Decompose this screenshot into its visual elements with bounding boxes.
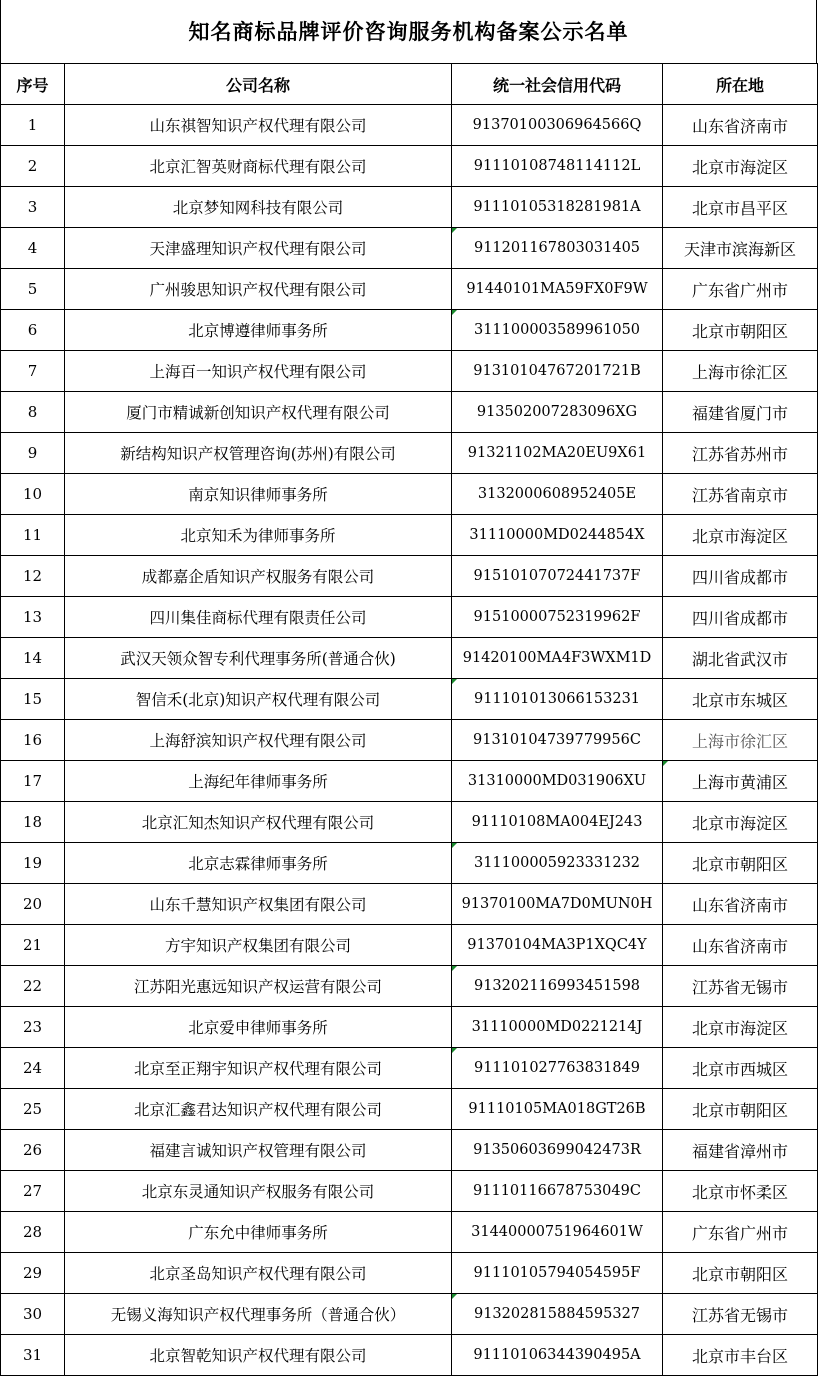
- cell-code[interactable]: 911101027763831849: [452, 1048, 663, 1089]
- cell-company[interactable]: 四川集佳商标代理有限责任公司: [65, 597, 452, 638]
- table-row: [1, 269, 818, 310]
- cell-location[interactable]: 四川省成都市: [663, 597, 818, 638]
- cell-code[interactable]: 91510107072441737F: [452, 556, 663, 597]
- header-location[interactable]: 所在地: [663, 64, 818, 105]
- cell-company[interactable]: 上海纪年律师事务所: [65, 761, 452, 802]
- table-row: [1, 474, 818, 515]
- cell-code[interactable]: 31110000MD0244854X: [452, 515, 663, 556]
- cell-index[interactable]: 7: [1, 351, 65, 392]
- table-row: [1, 1253, 818, 1294]
- cell-index[interactable]: 30: [1, 1294, 65, 1335]
- cell-location[interactable]: 北京市海淀区: [663, 802, 818, 843]
- cell-code[interactable]: 911201167803031405: [452, 228, 663, 269]
- cell-location[interactable]: 山东省济南市: [663, 925, 818, 966]
- table-row: [1, 310, 818, 351]
- cell-company[interactable]: 北京梦知网科技有限公司: [65, 187, 452, 228]
- cell-code[interactable]: 91110116678753049C: [452, 1171, 663, 1212]
- cell-company[interactable]: 南京知识律师事务所: [65, 474, 452, 515]
- cell-location[interactable]: 北京市东城区: [663, 679, 818, 720]
- header-row: [1, 64, 818, 105]
- cell-code[interactable]: 91110105794054595F: [452, 1253, 663, 1294]
- cell-index[interactable]: 27: [1, 1171, 65, 1212]
- comment-indicator-icon: [452, 966, 457, 971]
- table-row: [1, 1294, 818, 1335]
- table-body: [1, 105, 818, 1376]
- cell-company[interactable]: 北京东灵通知识产权服务有限公司: [65, 1171, 452, 1212]
- cell-code[interactable]: 91310104767201721B: [452, 351, 663, 392]
- table-row: [1, 556, 818, 597]
- table-row: [1, 925, 818, 966]
- comment-indicator-icon: [452, 679, 457, 684]
- cell-company[interactable]: 北京知禾为律师事务所: [65, 515, 452, 556]
- table-row: [1, 515, 818, 556]
- cell-location[interactable]: 北京市海淀区: [663, 515, 818, 556]
- table-row: [1, 392, 818, 433]
- table-row: [1, 761, 818, 802]
- cell-index[interactable]: 13: [1, 597, 65, 638]
- cell-company[interactable]: 北京汇知杰知识产权代理有限公司: [65, 802, 452, 843]
- cell-code[interactable]: 91310104739779956C: [452, 720, 663, 761]
- cell-code[interactable]: 91510000752319962F: [452, 597, 663, 638]
- cell-company[interactable]: 广东允中律师事务所: [65, 1212, 452, 1253]
- cell-location[interactable]: 福建省漳州市: [663, 1130, 818, 1171]
- comment-indicator-icon: [452, 228, 457, 233]
- cell-location[interactable]: 上海市徐汇区: [663, 720, 818, 761]
- filing-table: [0, 63, 818, 1376]
- cell-company[interactable]: 广州骏思知识产权代理有限公司: [65, 269, 452, 310]
- cell-index[interactable]: 18: [1, 802, 65, 843]
- cell-location[interactable]: 天津市滨海新区: [663, 228, 818, 269]
- cell-index[interactable]: 8: [1, 392, 65, 433]
- comment-indicator-icon: [452, 1294, 457, 1299]
- cell-location[interactable]: 江苏省苏州市: [663, 433, 818, 474]
- cell-company[interactable]: 北京智乾知识产权代理有限公司: [65, 1335, 452, 1376]
- cell-company[interactable]: 成都嘉企盾知识产权服务有限公司: [65, 556, 452, 597]
- cell-location[interactable]: 北京市西城区: [663, 1048, 818, 1089]
- cell-company[interactable]: 无锡义海知识产权代理事务所（普通合伙）: [65, 1294, 452, 1335]
- cell-index[interactable]: 5: [1, 269, 65, 310]
- cell-location[interactable]: 北京市昌平区: [663, 187, 818, 228]
- cell-company[interactable]: 方宇知识产权集团有限公司: [65, 925, 452, 966]
- table-row: [1, 1335, 818, 1376]
- cell-location[interactable]: 四川省成都市: [663, 556, 818, 597]
- cell-location[interactable]: 北京市朝阳区: [663, 310, 818, 351]
- cell-company[interactable]: 上海舒滨知识产权代理有限公司: [65, 720, 452, 761]
- cell-index[interactable]: 15: [1, 679, 65, 720]
- cell-code[interactable]: 913202116993451598: [452, 966, 663, 1007]
- cell-index[interactable]: 24: [1, 1048, 65, 1089]
- cell-index[interactable]: 12: [1, 556, 65, 597]
- cell-code[interactable]: 91110108748114112L: [452, 146, 663, 187]
- cell-company[interactable]: 厦门市精诚新创知识产权代理有限公司: [65, 392, 452, 433]
- cell-location[interactable]: 山东省济南市: [663, 884, 818, 925]
- comment-indicator-icon: [663, 761, 668, 766]
- cell-location[interactable]: 山东省济南市: [663, 105, 818, 146]
- cell-location[interactable]: 上海市徐汇区: [663, 351, 818, 392]
- cell-location[interactable]: 北京市朝阳区: [663, 1253, 818, 1294]
- cell-location[interactable]: 北京市海淀区: [663, 146, 818, 187]
- cell-index[interactable]: 17: [1, 761, 65, 802]
- cell-index[interactable]: 22: [1, 966, 65, 1007]
- table-row: [1, 105, 818, 146]
- cell-code[interactable]: 31110000MD0221214J: [452, 1007, 663, 1048]
- table-row: [1, 146, 818, 187]
- table-row: [1, 679, 818, 720]
- cell-company[interactable]: 北京至正翔宇知识产权代理有限公司: [65, 1048, 452, 1089]
- cell-code[interactable]: 91350603699042473R: [452, 1130, 663, 1171]
- cell-index[interactable]: 6: [1, 310, 65, 351]
- table-row: [1, 1048, 818, 1089]
- cell-location[interactable]: 上海市黄浦区: [663, 761, 818, 802]
- cell-location[interactable]: 广东省广州市: [663, 269, 818, 310]
- cell-code[interactable]: 91370104MA3P1XQC4Y: [452, 925, 663, 966]
- cell-index[interactable]: 3: [1, 187, 65, 228]
- cell-code[interactable]: 311100003589961050: [452, 310, 663, 351]
- table-row: [1, 433, 818, 474]
- table-row: [1, 228, 818, 269]
- cell-company[interactable]: 武汉天领众智专利代理事务所(普通合伙): [65, 638, 452, 679]
- cell-index[interactable]: 28: [1, 1212, 65, 1253]
- table-row: [1, 638, 818, 679]
- cell-index[interactable]: 9: [1, 433, 65, 474]
- cell-index[interactable]: 25: [1, 1089, 65, 1130]
- cell-company[interactable]: 北京志霖律师事务所: [65, 843, 452, 884]
- cell-location[interactable]: 江苏省无锡市: [663, 1294, 818, 1335]
- cell-location[interactable]: 江苏省南京市: [663, 474, 818, 515]
- cell-code[interactable]: 91110108MA004EJ243: [452, 802, 663, 843]
- cell-code[interactable]: 91321102MA20EU9X61: [452, 433, 663, 474]
- cell-location[interactable]: 广东省广州市: [663, 1212, 818, 1253]
- cell-code[interactable]: 91370100306964566Q: [452, 105, 663, 146]
- cell-code[interactable]: 311100005923331232: [452, 843, 663, 884]
- cell-index[interactable]: 11: [1, 515, 65, 556]
- cell-company[interactable]: 北京汇鑫君达知识产权代理有限公司: [65, 1089, 452, 1130]
- header-code[interactable]: 统一社会信用代码: [452, 64, 663, 105]
- cell-code[interactable]: 31440000751964601W: [452, 1212, 663, 1253]
- cell-location[interactable]: 北京市丰台区: [663, 1335, 818, 1376]
- cell-location[interactable]: 江苏省无锡市: [663, 966, 818, 1007]
- cell-code[interactable]: 911101013066153231: [452, 679, 663, 720]
- cell-location[interactable]: 湖北省武汉市: [663, 638, 818, 679]
- table-row: [1, 884, 818, 925]
- cell-company[interactable]: 北京爱申律师事务所: [65, 1007, 452, 1048]
- cell-index[interactable]: 31: [1, 1335, 65, 1376]
- cell-company[interactable]: 北京博遵律师事务所: [65, 310, 452, 351]
- cell-company[interactable]: 智信禾(北京)知识产权代理有限公司: [65, 679, 452, 720]
- header-company[interactable]: 公司名称: [65, 64, 452, 105]
- cell-index[interactable]: 2: [1, 146, 65, 187]
- cell-company[interactable]: 江苏阳光惠远知识产权运营有限公司: [65, 966, 452, 1007]
- comment-indicator-icon: [452, 310, 457, 315]
- cell-company[interactable]: 山东千慧知识产权集团有限公司: [65, 884, 452, 925]
- cell-location[interactable]: 北京市怀柔区: [663, 1171, 818, 1212]
- cell-index[interactable]: 21: [1, 925, 65, 966]
- table-row: [1, 351, 818, 392]
- header-index[interactable]: 序号: [1, 64, 65, 105]
- comment-indicator-icon: [452, 1048, 457, 1053]
- cell-index[interactable]: 14: [1, 638, 65, 679]
- cell-location[interactable]: 福建省厦门市: [663, 392, 818, 433]
- cell-index[interactable]: 23: [1, 1007, 65, 1048]
- table-row: [1, 597, 818, 638]
- cell-index[interactable]: 29: [1, 1253, 65, 1294]
- cell-company[interactable]: 山东祺智知识产权代理有限公司: [65, 105, 452, 146]
- cell-code[interactable]: 31310000MD031906XU: [452, 761, 663, 802]
- cell-company[interactable]: 新结构知识产权管理咨询(苏州)有限公司: [65, 433, 452, 474]
- cell-company[interactable]: 上海百一知识产权代理有限公司: [65, 351, 452, 392]
- cell-index[interactable]: 26: [1, 1130, 65, 1171]
- cell-code[interactable]: 91110106344390495A: [452, 1335, 663, 1376]
- comment-indicator-icon: [452, 843, 457, 848]
- cell-index[interactable]: 16: [1, 720, 65, 761]
- cell-code[interactable]: 91440101MA59FX0F9W: [452, 269, 663, 310]
- table-row: [1, 1089, 818, 1130]
- cell-code[interactable]: 91110105MA018GT26B: [452, 1089, 663, 1130]
- cell-location[interactable]: 北京市朝阳区: [663, 1089, 818, 1130]
- cell-company[interactable]: 天津盛理知识产权代理有限公司: [65, 228, 452, 269]
- table-row: [1, 1212, 818, 1253]
- table-row: [1, 966, 818, 1007]
- table-row: [1, 1130, 818, 1171]
- cell-location[interactable]: 北京市朝阳区: [663, 843, 818, 884]
- cell-code[interactable]: 91370100MA7D0MUN0H: [452, 884, 663, 925]
- cell-company[interactable]: 北京圣岛知识产权代理有限公司: [65, 1253, 452, 1294]
- cell-code[interactable]: 3132000608952405E: [452, 474, 663, 515]
- cell-code[interactable]: 91420100MA4F3WXM1D: [452, 638, 663, 679]
- cell-location[interactable]: 北京市海淀区: [663, 1007, 818, 1048]
- table-row: [1, 187, 818, 228]
- table-row: [1, 720, 818, 761]
- cell-index[interactable]: 1: [1, 105, 65, 146]
- cell-company[interactable]: 北京汇智英财商标代理有限公司: [65, 146, 452, 187]
- table-row: [1, 1007, 818, 1048]
- cell-index[interactable]: 4: [1, 228, 65, 269]
- table-row: [1, 843, 818, 884]
- cell-index[interactable]: 19: [1, 843, 65, 884]
- cell-code[interactable]: 913502007283096XG: [452, 392, 663, 433]
- cell-code[interactable]: 913202815884595327: [452, 1294, 663, 1335]
- cell-company[interactable]: 福建言诚知识产权管理有限公司: [65, 1130, 452, 1171]
- table-row: [1, 802, 818, 843]
- cell-index[interactable]: 20: [1, 884, 65, 925]
- table-row: [1, 1171, 818, 1212]
- cell-code[interactable]: 91110105318281981A: [452, 187, 663, 228]
- sheet-title: 知名商标品牌评价咨询服务机构备案公示名单: [0, 0, 817, 63]
- cell-index[interactable]: 10: [1, 474, 65, 515]
